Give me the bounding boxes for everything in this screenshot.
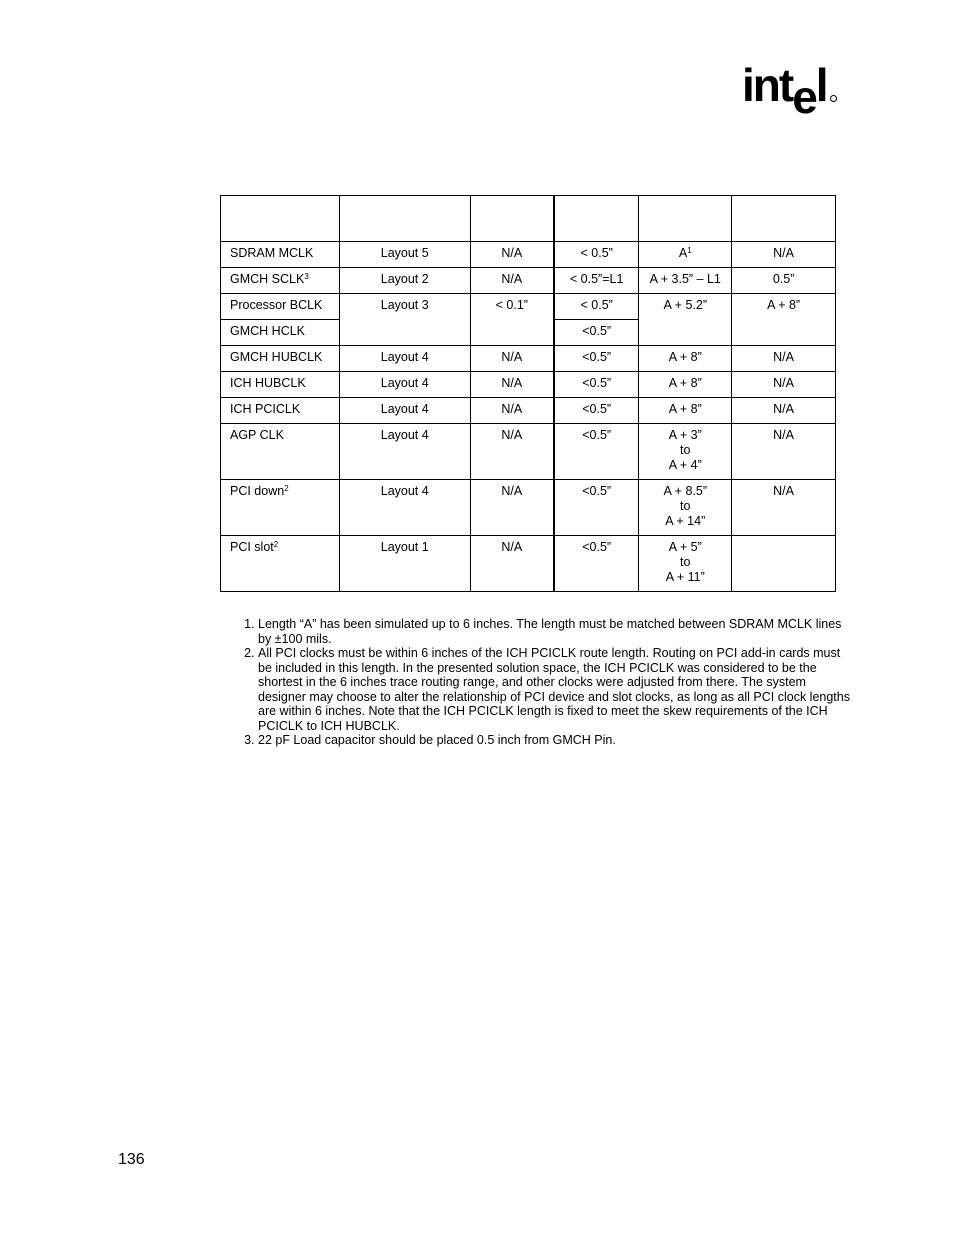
value-cell: N/A: [470, 424, 554, 480]
value-cell: $A^1$: [639, 242, 732, 268]
layout-cell: Layout 3: [339, 294, 470, 346]
value-cell: < 0.5”=L1: [554, 268, 639, 294]
table-row: [221, 294, 836, 320]
signal-cell: PCI slot$^2$: [221, 536, 340, 592]
value-cell: <0.5”: [554, 424, 639, 480]
value-cell: <0.5”: [554, 346, 639, 372]
footnote-item: 3. 22 pF Load capacitor should be placed 0.5 inch from GMCH Pin.: [258, 733, 854, 748]
value-cell: N/A: [470, 536, 554, 592]
table-footnotes: [238, 617, 854, 748]
signal-cell: ICH HUBCLK: [221, 372, 340, 398]
layout-cell: Layout 1: [339, 536, 470, 592]
value-cell: N/A: [732, 346, 836, 372]
value-cell: N/A: [470, 346, 554, 372]
layout-cell: Layout 4: [339, 424, 470, 480]
table-row: [221, 536, 836, 592]
value-cell: A + 3.5” – L1: [639, 268, 732, 294]
value-cell: <0.5”: [554, 320, 639, 346]
table-row: [221, 346, 836, 372]
table-header-row: [221, 196, 836, 242]
value-cell: 0.5”: [732, 268, 836, 294]
intel-logo-wordmark: intel: [742, 59, 827, 123]
layout-cell: Layout 4: [339, 372, 470, 398]
value-cell: N/A: [470, 480, 554, 536]
signal-cell: SDRAM MCLK: [221, 242, 340, 268]
signal-cell: PCI down$^2$: [221, 480, 340, 536]
value-cell: < 0.1”: [470, 294, 554, 346]
table-row: [221, 424, 836, 480]
clock-routing-table: [220, 195, 836, 592]
signal-cell: GMCH SCLK$^3$: [221, 268, 340, 294]
value-cell: A + 3” to A + 4”: [639, 424, 732, 480]
table-row: [221, 372, 836, 398]
footnote-item: 1. Length “A” has been simulated up to 6 inches. The length must be matched between SDRAM MCLK lines by ±100 mils.: [258, 617, 854, 646]
value-cell: <0.5”: [554, 536, 639, 592]
layout-cell: Layout 2: [339, 268, 470, 294]
value-cell: N/A: [732, 424, 836, 480]
value-cell: < 0.5”: [554, 294, 639, 320]
value-cell: N/A: [470, 242, 554, 268]
intel-logo: [742, 59, 842, 123]
value-cell: <0.5”: [554, 480, 639, 536]
value-cell: N/A: [732, 480, 836, 536]
value-cell: A + 8”: [639, 398, 732, 424]
value-cell: N/A: [470, 398, 554, 424]
table-row: [221, 480, 836, 536]
value-cell: <0.5”: [554, 372, 639, 398]
signal-cell: AGP CLK: [221, 424, 340, 480]
signal-cell: ICH PCICLK: [221, 398, 340, 424]
value-cell: A + 8.5” to A + 14”: [639, 480, 732, 536]
value-cell: N/A: [470, 268, 554, 294]
value-cell: N/A: [732, 242, 836, 268]
value-cell: A + 8”: [639, 372, 732, 398]
layout-cell: Layout 5: [339, 242, 470, 268]
layout-cell: Layout 4: [339, 398, 470, 424]
registered-mark-icon: [830, 95, 837, 102]
footnote-item: 2. All PCI clocks must be within 6 inches of the ICH PCICLK route length. Routing on PCI add-in cards must be included in this length. In the presented solution space, the ICH PCICLK was considered to be the shortest in the 6 inches trace routing range, and other clocks were adjusted from there. The system designer may choose to alter the relationship of PCI device and slot clocks, as long as all PCI clock lengths are within 6 inches. Note that the ICH PCICLK length is fixed to meet the skew requirements of the ICH PCICLK to ICH HUBCLK.: [258, 646, 854, 733]
value-cell: [732, 536, 836, 592]
layout-cell: Layout 4: [339, 346, 470, 372]
signal-cell: Processor BCLK: [221, 294, 340, 320]
value-cell: A + 5” to A + 11”: [639, 536, 732, 592]
value-cell: A + 5.2”: [639, 294, 732, 346]
table-row: [221, 242, 836, 268]
value-cell: N/A: [732, 398, 836, 424]
layout-cell: Layout 4: [339, 480, 470, 536]
value-cell: A + 8”: [732, 294, 836, 346]
value-cell: N/A: [470, 372, 554, 398]
signal-cell: GMCH HCLK: [221, 320, 340, 346]
page-number: 136: [118, 1151, 145, 1168]
table-row: [221, 398, 836, 424]
value-cell: N/A: [732, 372, 836, 398]
value-cell: < 0.5”: [554, 242, 639, 268]
value-cell: A + 8”: [639, 346, 732, 372]
table-row: [221, 268, 836, 294]
signal-cell: GMCH HUBCLK: [221, 346, 340, 372]
value-cell: <0.5”: [554, 398, 639, 424]
